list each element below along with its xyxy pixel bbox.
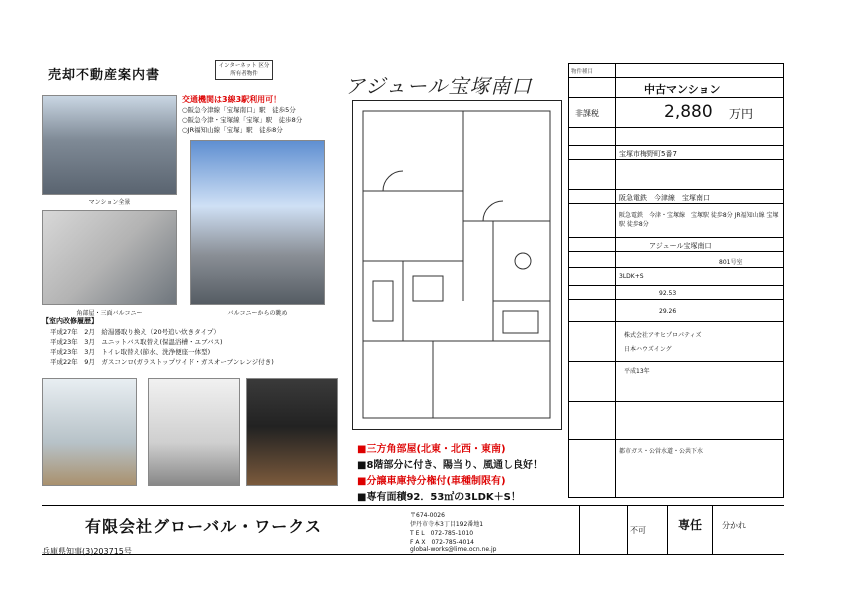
company-tel: T E L 072-785-1010 [410,530,474,537]
floor-plan-drawing [353,101,560,428]
postal-code: 〒674-0026 [410,512,445,519]
balcony-view-photo [190,140,325,305]
stamp-label: 不可 [630,526,646,535]
balcony-caption: 角部屋・三面バルコニー [76,310,143,317]
renovation-line: 平成23年 3月 トイレ取替え(節水、洗浄便座一体型) [50,348,211,356]
feature-line: ■分譲車庫持分権付(車種制限有) [357,476,506,487]
access-headline: 交通機関は3線3駅利用可！ [182,95,282,104]
utilities-note: 都市ガス・公営水道・公共下水 [619,448,704,455]
tax-label: 非課税 [575,109,599,118]
type-label: 物件種目 [571,69,594,75]
building-photo [42,95,177,195]
internet-stamp: インターネット 区分所有者物件 [215,60,273,80]
price-unit: 万円 [729,107,754,121]
company-fax: F A X 072-785-4014 [410,539,474,546]
fee-split: 分かれ [722,521,746,530]
management-company: 株式会社アサヒプロパティズ [624,332,702,339]
renovation-line: 平成22年 9月 ガスコンロ(ガラストップワイド・ガスオーブンレンジ付き) [50,358,274,366]
company-email: global-works@lime.ocn.ne.jp [410,546,497,553]
access-line: ○阪急今津線「宝塚南口」駅 徒歩5分 [182,106,296,114]
page-title: 売却不動産案内書 [48,68,161,83]
built-year: 平成13年 [624,368,650,375]
floor-room: 801号室 [719,259,743,266]
feature-line: ■8階部分に付き、陽当り、風通し良好！ [357,460,544,471]
transport-note: 阪急電鉄 今津・宝塚線 宝塚駅 徒歩8分 JR福知山線 宝塚駅 徒歩8分 [619,212,779,228]
feature-line: ■三方角部屋(北東・北西・東南) [357,444,506,455]
price: 2,880 [664,102,713,122]
managed-by: 日本ハウズイング [624,346,672,353]
feature-line: ■専有面積92．53㎡の3LDK＋S！ [357,492,521,503]
license-number: 兵庫県知事(3)203715号 [42,547,132,556]
building-caption: マンション全景 [88,199,131,206]
kitchen-photo [246,378,338,486]
access-line: ○JR福知山線「宝塚」駅 徒歩8分 [182,126,283,134]
building-name: アジュール宝塚南口 [649,242,712,250]
balcony-photo [42,210,177,305]
balcony-area: 29.26 [659,308,677,315]
station: 阪急電鉄 今津線 宝塚南口 [619,194,710,202]
bathroom-photo [42,378,137,486]
company-address: 伊丹市寺本3丁目192番地1 [410,521,484,528]
sky-caption: バルコニーからの眺め [227,310,288,317]
floor-plan [352,100,562,430]
access-line: ○阪急今津・宝塚線「宝塚」駅 徒歩8分 [182,116,303,124]
layout: 3LDK+S [619,273,644,280]
property-spec-table [568,63,784,498]
renovation-line: 平成27年 2月 給湯器取り換え（20号追い炊きタイプ） [50,328,220,336]
trade-type: 専任 [678,518,703,532]
toilet-photo [148,378,240,486]
company-name: 有限会社グローバル・ワークス [85,517,323,536]
renovation-headline: 【室内改修履歴】 [42,317,98,325]
renovation-line: 平成23年 3月 ユニットバス取替え(保温浴槽・ユブバス) [50,338,223,346]
area: 92.53 [659,290,677,297]
property-name: アジュール宝塚南口 [345,74,533,98]
address: 宝塚市梅野町5番7 [619,150,677,158]
property-type: 中古マンション [644,83,721,96]
